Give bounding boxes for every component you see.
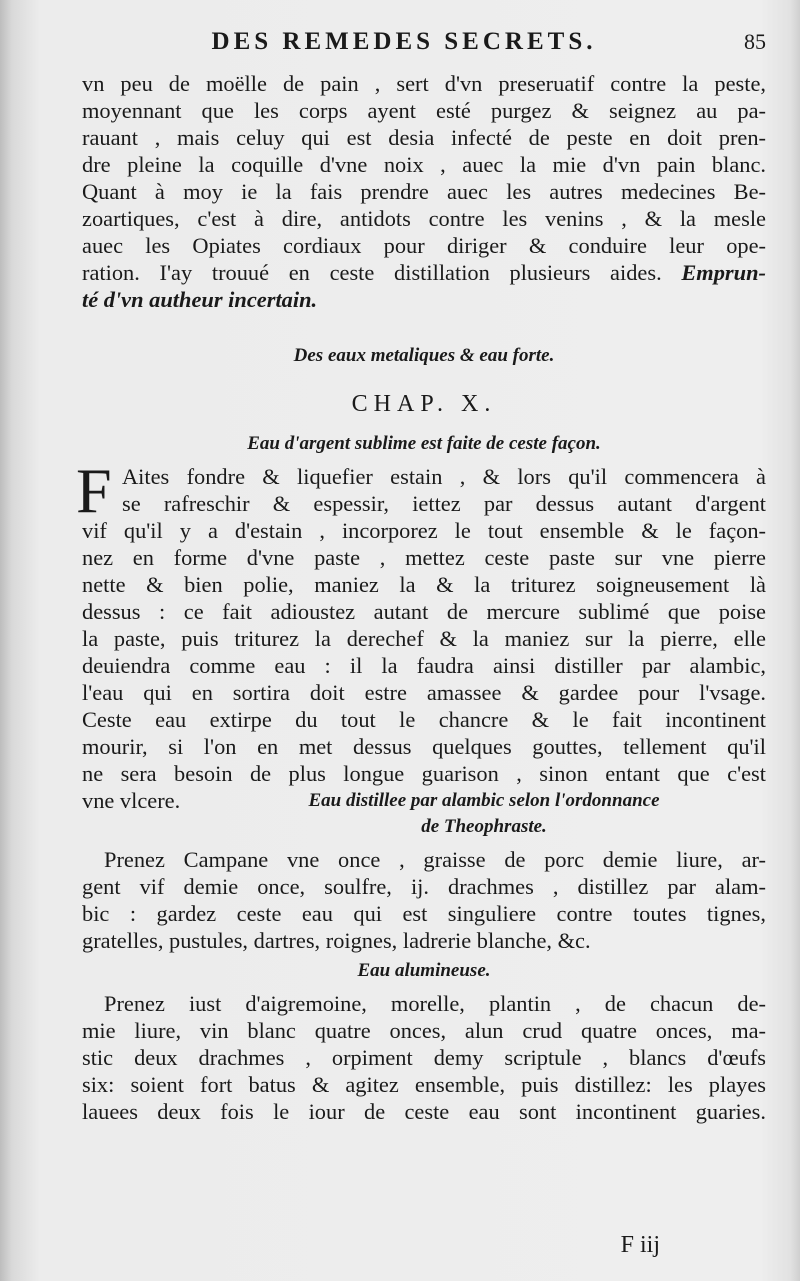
text-line: lauees deux fois le iour de ceste eau sont incontinent guaries. (82, 1099, 766, 1124)
text-line: dessus : ce fait adioustez autant de mercure sublimé que poise (82, 599, 766, 624)
text-line: rauant , mais celuy qui est desia infecté de peste en doit pren- (82, 125, 766, 150)
subheading-line: de Theophraste. (421, 816, 547, 837)
text-line: nette & bien polie, maniez la & la triturez soigneusement là (82, 572, 766, 597)
text-line: Aites fondre & liquefier estain , & lors qu'il commencera à (122, 464, 766, 489)
text-line: ne sera besoin de plus longue guarison , sinon entant que c'est (82, 761, 766, 786)
text-line: vne vlcere. (82, 788, 181, 813)
text-span: ration. I'ay trouué en ceste distillation plusieurs aides. (82, 260, 662, 285)
subheading-eau-distillee (82, 788, 766, 840)
running-head (82, 28, 766, 72)
text-line (82, 259, 766, 286)
text-line: mie liure, vin blanc quatre onces, alun crud quatre onces, ma- (82, 1018, 766, 1043)
paragraph-3 (82, 846, 766, 954)
paragraph-2 (76, 455, 766, 526)
signature-mark: F iij (620, 1232, 660, 1258)
text-line: vn peu de moëlle de pain , sert d'vn preseruatif contre la peste, (82, 71, 766, 96)
paragraph-2-cont (82, 517, 766, 814)
attribution-start: Emprun- (681, 260, 766, 285)
text-line: gent vif demie once, soulfre, ij. drachmes , distillez par alam- (82, 874, 766, 899)
text-line: moyennant que les corps ayent esté purgez & seignez au pa- (82, 98, 766, 123)
text-line: stic deux drachmes , orpiment demy scriptule , blancs d'œufs (82, 1045, 766, 1070)
text-line: six: soient fort batus & agitez ensemble, puis distillez: les playes (82, 1072, 766, 1097)
paragraph-1 (82, 70, 766, 313)
running-title: DES REMEDES SECRETS. (211, 28, 597, 55)
text-line: auec les Opiates cordiaux pour diriger & conduire leur ope- (82, 233, 766, 258)
chapter-heading: CHAP. X. (351, 391, 497, 417)
text-line: vif qu'il y a d'estain , incorporez le tout ensemble & le façon- (82, 518, 766, 543)
attribution-end: té d'vn autheur incertain. (82, 287, 318, 312)
text-line: la paste, puis triturez la derechef & la maniez sur la pierre, elle (82, 626, 766, 651)
subheading-line: Eau distillee par alambic selon l'ordonnance (308, 790, 660, 811)
text-line: deuiendra comme eau : il la faudra ainsi distiller par alambic, (82, 653, 766, 678)
text-line: bic : gardez ceste eau qui est singuliere contre toutes tignes, (82, 901, 766, 926)
text-line: Prenez iust d'aigremoine, morelle, plantin , de chacun de- (104, 991, 766, 1016)
text-line: dre pleine la coquille d'vne noix , auec la mie d'vn pain blanc. (82, 152, 766, 177)
text-line: se rafreschir & espessir, iettez par dessus autant d'argent (122, 491, 766, 516)
subheading-eau-dargent: Eau d'argent sublime est faite de ceste façon. (247, 433, 601, 454)
text-line: nez en forme d'vne paste , mettez ceste paste sur vne pierre (82, 545, 766, 570)
text-line: zoartiques, c'est à dire, antidots contre les venins , & la mesle (82, 206, 766, 231)
text-line: Prenez Campane vne once , graisse de porc demie liure, ar- (104, 847, 766, 872)
text-line: mourir, si l'on en met dessus quelques gouttes, tellement qu'il (82, 734, 766, 759)
text-line: l'eau qui en sortira doit estre amassee & gardee pour l'vsage. (82, 680, 766, 705)
text-line: Quant à moy ie la fais prendre auec les autres medecines Be- (82, 179, 766, 204)
drop-cap: F (76, 455, 112, 526)
subheading-eau-alumineuse: Eau alumineuse. (357, 960, 491, 981)
page-number: 85 (744, 29, 766, 54)
section-title: Des eaux metaliques & eau forte. (293, 345, 555, 366)
text-line: gratelles, pustules, dartres, roignes, ladrerie blanche, &c. (82, 928, 591, 953)
paragraph-4 (82, 990, 766, 1125)
text-line: Ceste eau extirpe du tout le chancre & le fait incontinent (82, 707, 766, 732)
